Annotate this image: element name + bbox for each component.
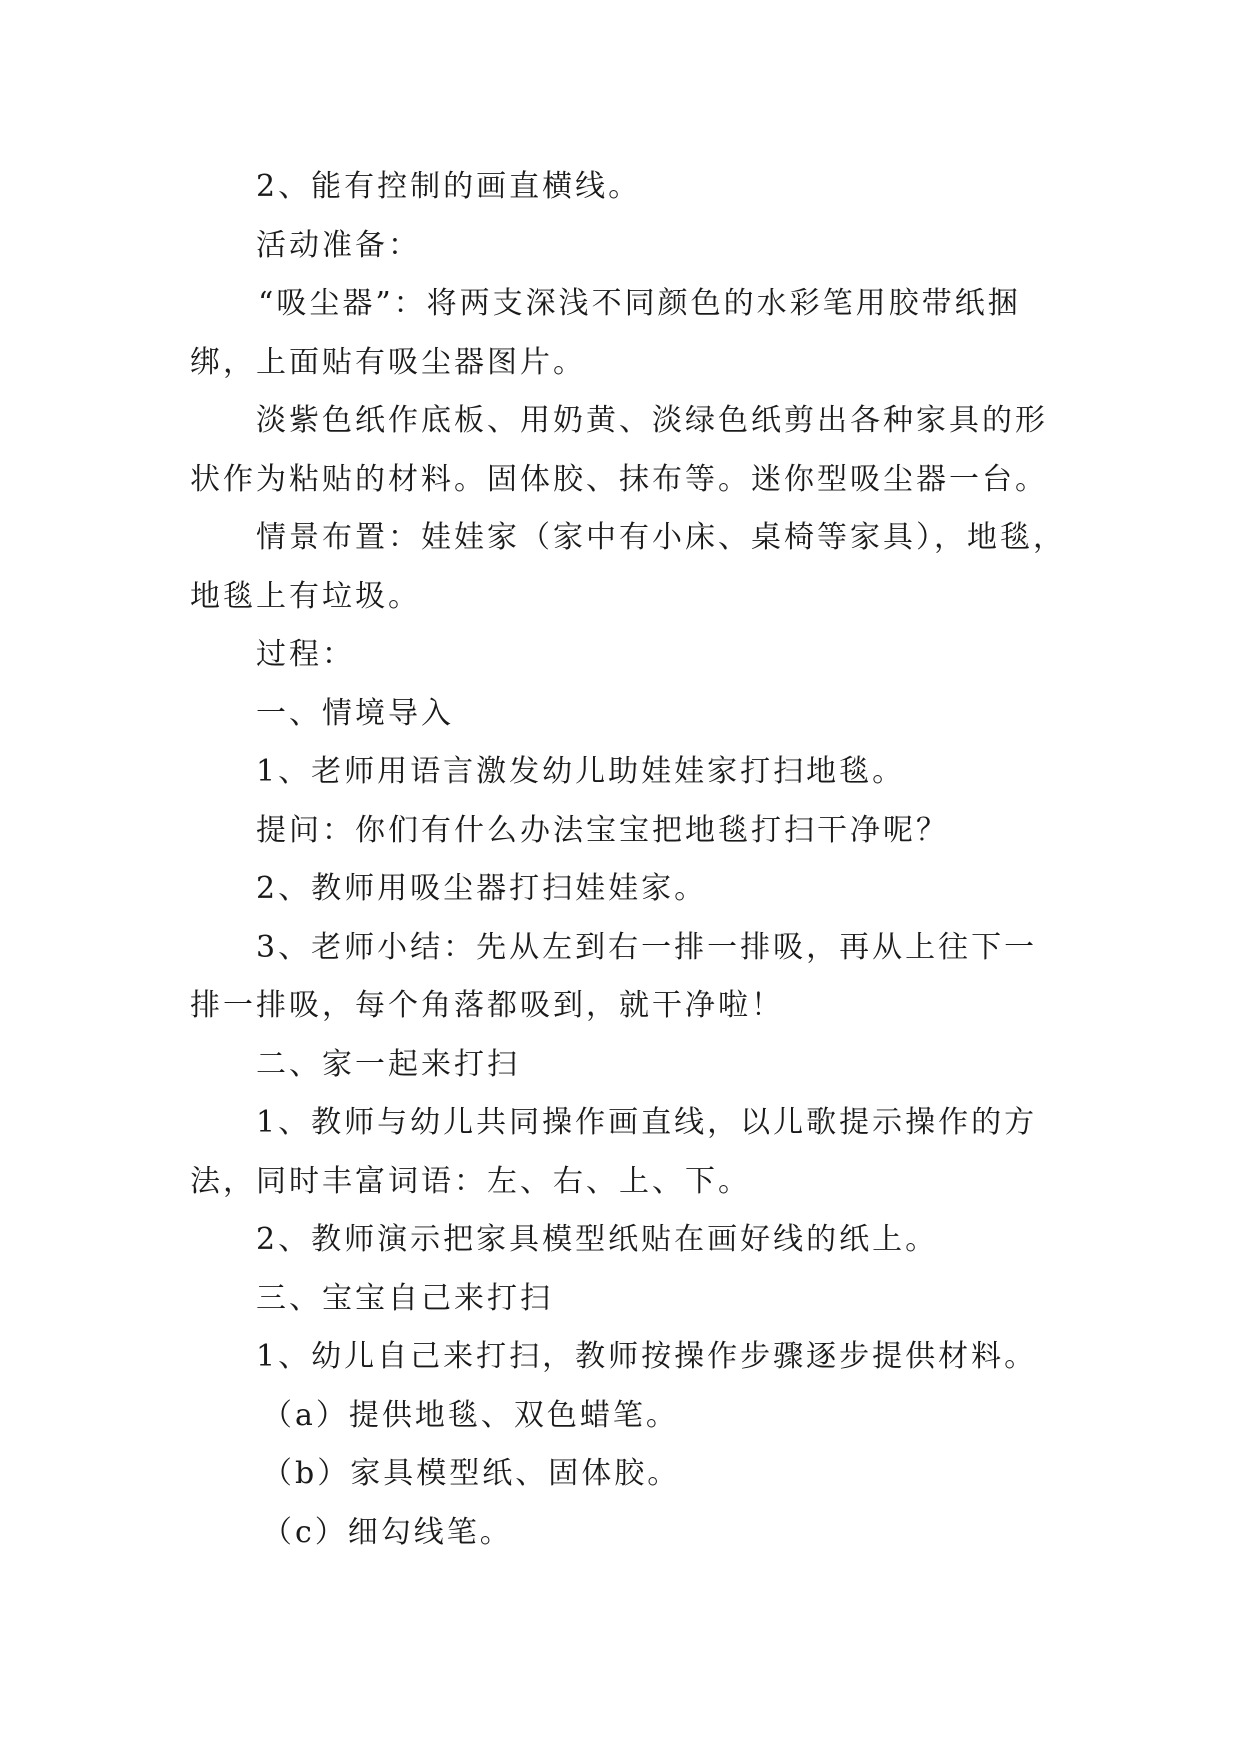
paragraph-scene-setup: 情景布置：娃娃家（家中有小床、桌椅等家具），地毯，地毯上有垃圾。	[190, 520, 1066, 614]
paragraph-goal-2: 2、能有控制的画直横线。	[256, 169, 642, 204]
paragraph-step-1-2: 2、教师用吸尘器打扫娃娃家。	[256, 871, 708, 906]
paragraph-preparation-heading: 活动准备：	[256, 227, 421, 263]
paragraph-item-b: （b）家具模型纸、固体胶。	[262, 1456, 681, 1491]
paragraph-process-heading: 过程：	[256, 637, 355, 672]
paragraph-section-1-heading: 一、情境导入	[256, 695, 454, 731]
paragraph-section-2-heading: 二、家一起来打扫	[256, 1046, 520, 1082]
paragraph-item-a: （a）提供地毯、双色蜡笔。	[262, 1397, 679, 1433]
paragraph-materials: 淡紫色纸作底板、用奶黄、淡绿色纸剪出各种家具的形状作为粘贴的材料。固体胶、抹布等。迷你型吸尘器一台。	[190, 403, 1048, 497]
paragraph-vacuum-description: “吸尘器”：将两支深浅不同颜色的水彩笔用胶带纸捆绑，上面贴有吸尘器图片。	[190, 286, 1021, 380]
paragraph-step-1-1: 1、老师用语言激发幼儿助娃娃家打扫地毯。	[256, 754, 906, 789]
paragraph-question: 提问：你们有什么办法宝宝把地毯打扫干净呢？	[256, 812, 949, 848]
paragraph-item-c: （c）细勾线笔。	[262, 1514, 513, 1550]
paragraph-step-3-1: 1、幼儿自己来打扫，教师按操作步骤逐步提供材料。	[256, 1339, 1038, 1374]
paragraph-step-1-3: 3、老师小结：先从左到右一排一排吸，再从上往下一排一排吸，每个角落都吸到，就干净啦！	[190, 929, 1038, 1023]
paragraph-step-2-1: 1、教师与幼儿共同操作画直线，以儿歌提示操作的方法，同时丰富词语：左、右、上、下。	[190, 1105, 1038, 1199]
paragraph-section-3-heading: 三、宝宝自己来打扫	[256, 1280, 553, 1316]
document-body	[190, 158, 1070, 1562]
paragraph-step-2-2: 2、教师演示把家具模型纸贴在画好线的纸上。	[256, 1222, 939, 1257]
